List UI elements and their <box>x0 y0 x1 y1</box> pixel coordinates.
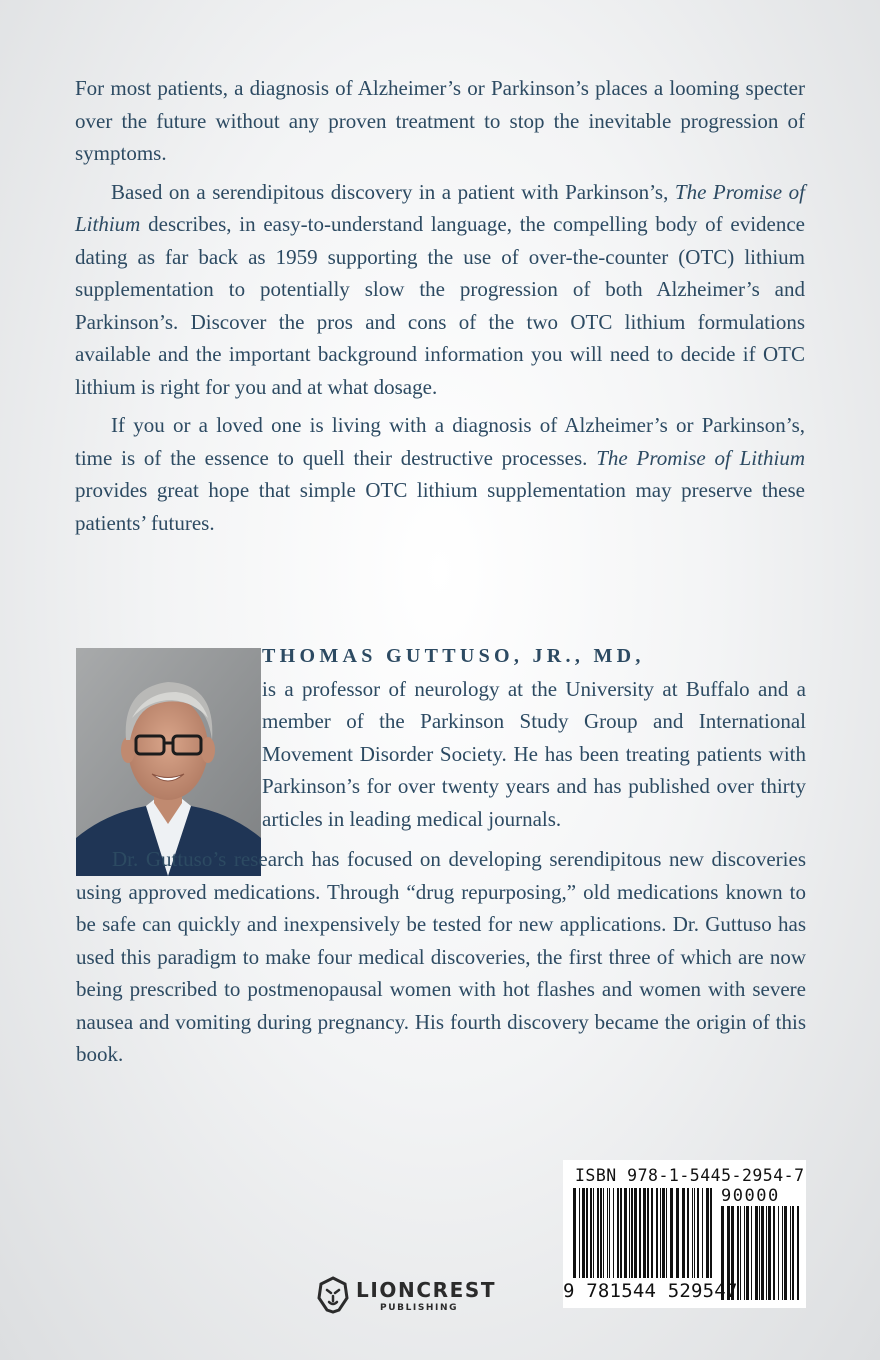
barcode-bar <box>710 1188 712 1278</box>
blurb-text: Based on a serendipitous discovery in a patient with Parkinson’s, <box>111 179 675 204</box>
barcode-bar <box>590 1188 592 1278</box>
barcode-bar <box>651 1188 653 1278</box>
blurb-text: describes, in easy-to-understand language, the compelling body of evidence dating as far back as 1959 supporting the use of over-the-counter (OTC) lithium supplementation to potentially slow the progression of both Alzheimer’s and Parkinson’s. Discover the pros and cons of the two OTC lithium formulations available and the important background information you will need to decide if OTC lithium is right for you and at what dosage. <box>75 212 805 399</box>
barcode-bar <box>643 1188 646 1278</box>
barcode-bar <box>634 1188 637 1278</box>
barcode-bar <box>660 1188 661 1278</box>
barcode-bar <box>755 1206 758 1300</box>
book-title-italic: The Promise of Lithium <box>75 179 805 236</box>
author-name: THOMAS GUTTUSO, JR., MD, <box>262 645 645 667</box>
publisher-logo <box>316 1276 516 1316</box>
barcode-bar <box>607 1188 608 1278</box>
barcode-bar <box>746 1206 749 1300</box>
barcode-bar <box>579 1188 580 1278</box>
barcode-bar <box>759 1206 760 1300</box>
barcode-bar <box>792 1206 794 1300</box>
barcode-bar <box>782 1206 783 1300</box>
barcode-bar <box>613 1188 614 1278</box>
blurb-text: If you or a loved one is living with a diagnosis of Alzheimer’s or Parkinson’s, time is of the essence to quell their destructive processes. <box>75 413 805 470</box>
barcode-bar <box>744 1206 745 1300</box>
barcode-bar <box>694 1188 695 1278</box>
barcode-bar <box>639 1188 641 1278</box>
blurb-paragraph-3 <box>75 409 805 539</box>
author-bio-paragraph-2: Dr. Guttuso’s research has focused on developing serendipitous new discoveries using approved medications. Through “drug repurposing,” old medications known to be safe can quickly and inexpensively be tested for new applications. Dr. Guttuso has used this paradigm to make four medical discoveries, the first three of which are now being prescribed to postmenopausal women with hot flashes and women with severe nausea and vomiting during pregnancy. His fourth discovery became the origin of this book. <box>76 847 806 1066</box>
book-title-italic: The Promise of Lithium <box>596 445 805 470</box>
barcode-bar <box>586 1188 588 1278</box>
barcode-bar <box>797 1206 799 1300</box>
barcode-bar <box>751 1206 752 1300</box>
barcode-ean-digits: 9 781544 529547 <box>563 1280 738 1302</box>
blurb-paragraph-2 <box>75 176 805 404</box>
barcode-bar <box>790 1206 791 1300</box>
barcode-bar <box>670 1188 673 1278</box>
barcode-bar <box>593 1188 594 1278</box>
barcode-bar <box>624 1188 627 1278</box>
barcode-bar <box>761 1206 764 1300</box>
barcode-bar <box>740 1206 741 1300</box>
barcode-bar <box>631 1188 633 1278</box>
blurb-paragraph-1: For most patients, a diagnosis of Alzheimer’s or Parkinson’s places a looming specter over the future without any proven treatment to stop the inevitable progression of symptoms. <box>75 76 805 165</box>
barcode-bar <box>773 1206 775 1300</box>
barcode-bar <box>629 1188 630 1278</box>
author-bio <box>76 640 806 1071</box>
barcode-bar <box>706 1188 709 1278</box>
barcode-bar <box>647 1188 649 1278</box>
publisher-subtitle: PUBLISHING <box>380 1303 459 1313</box>
barcode-bar <box>609 1188 610 1278</box>
back-cover-blurb <box>75 72 805 539</box>
author-bio-paragraph-1 <box>262 640 806 835</box>
isbn-barcode <box>563 1160 806 1308</box>
isbn-label: ISBN 978-1-5445-2954-7 <box>575 1166 805 1185</box>
blurb-text: provides great hope that simple OTC lithium supplementation may preserve these patients’ futures. <box>75 478 805 535</box>
barcode-bar <box>600 1188 602 1278</box>
barcode-bar <box>697 1188 699 1278</box>
lion-head-icon <box>316 1276 350 1314</box>
barcode-bar <box>603 1188 604 1278</box>
barcode-bar <box>656 1188 658 1278</box>
barcode-bar <box>778 1206 779 1300</box>
barcode-bar <box>676 1188 679 1278</box>
barcode-bar <box>682 1188 685 1278</box>
barcode-bar <box>597 1188 599 1278</box>
barcode-bar <box>784 1206 787 1300</box>
barcode-bar <box>702 1188 703 1278</box>
author-bio-text: is a professor of neurology at the University at Buffalo and a member of the Parkinson Study Group and International Movement Disorder Society. He has been treating patients with Parkinson’s for over twenty years and has published over thirty articles in leading medical journals. <box>262 676 806 831</box>
barcode-addon-digits: 90000 <box>721 1186 780 1206</box>
barcode-bar <box>687 1188 689 1278</box>
barcode-bar <box>582 1188 585 1278</box>
barcode-bar <box>620 1188 622 1278</box>
publisher-name: LIONCREST <box>356 1278 497 1302</box>
barcode-bar <box>573 1188 576 1278</box>
barcode-bar <box>768 1206 771 1300</box>
barcode-bar <box>692 1188 693 1278</box>
barcode-bar <box>666 1188 667 1278</box>
barcode-bar <box>766 1206 767 1300</box>
barcode-bar <box>662 1188 665 1278</box>
barcode-bar <box>617 1188 619 1278</box>
